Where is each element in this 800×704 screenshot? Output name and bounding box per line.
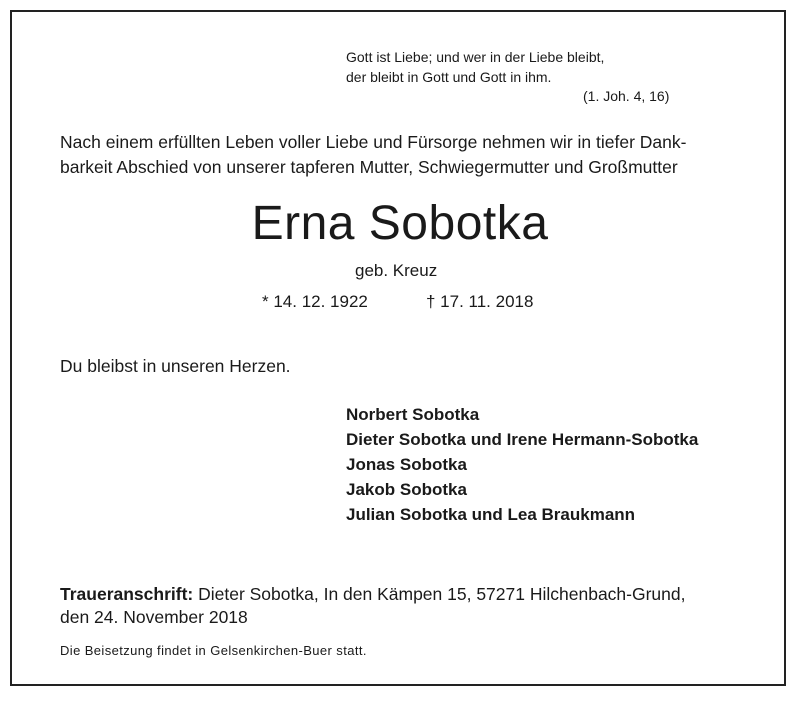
family-member: Norbert Sobotka <box>346 405 480 424</box>
death-date: † 17. 11. 2018 <box>426 292 534 311</box>
farewell-text: Du bleibst in unseren Herzen. <box>60 356 291 376</box>
family-member: Julian Sobotka und Lea Braukmann <box>346 505 636 524</box>
mourning-address <box>60 583 686 629</box>
address-date: den 24. November 2018 <box>60 607 248 627</box>
deceased-name: Erna Sobotka <box>251 197 549 250</box>
address-text: Dieter Sobotka, In den Kämpen 15, 57271 Hilchenbach-Grund, <box>193 584 686 604</box>
verse-line-2: der bleibt in Gott und Gott in ihm. <box>346 69 552 85</box>
intro-line-2: barkeit Abschied von unserer tapferen Mutter, Schwiegermutter und Großmutter <box>60 157 678 177</box>
maiden-name: geb. Kreuz <box>355 261 438 280</box>
intro-text <box>60 130 686 180</box>
verse-reference: (1. Joh. 4, 16) <box>583 88 670 104</box>
intro-line-1: Nach einem erfüllten Leben voller Liebe und Fürsorge nehmen wir in tiefer Dank- <box>60 132 687 152</box>
address-label: Traueranschrift: <box>60 584 194 604</box>
birth-date: * 14. 12. 1922 <box>262 292 368 311</box>
family-member: Dieter Sobotka und Irene Hermann-Sobotka <box>346 430 699 449</box>
family-member: Jonas Sobotka <box>346 455 467 474</box>
verse-line-1: Gott ist Liebe; und wer in der Liebe bleibt, <box>346 49 605 65</box>
family-member: Jakob Sobotka <box>346 480 467 499</box>
burial-note: Die Beisetzung findet in Gelsenkirchen-Buer statt. <box>60 643 367 658</box>
